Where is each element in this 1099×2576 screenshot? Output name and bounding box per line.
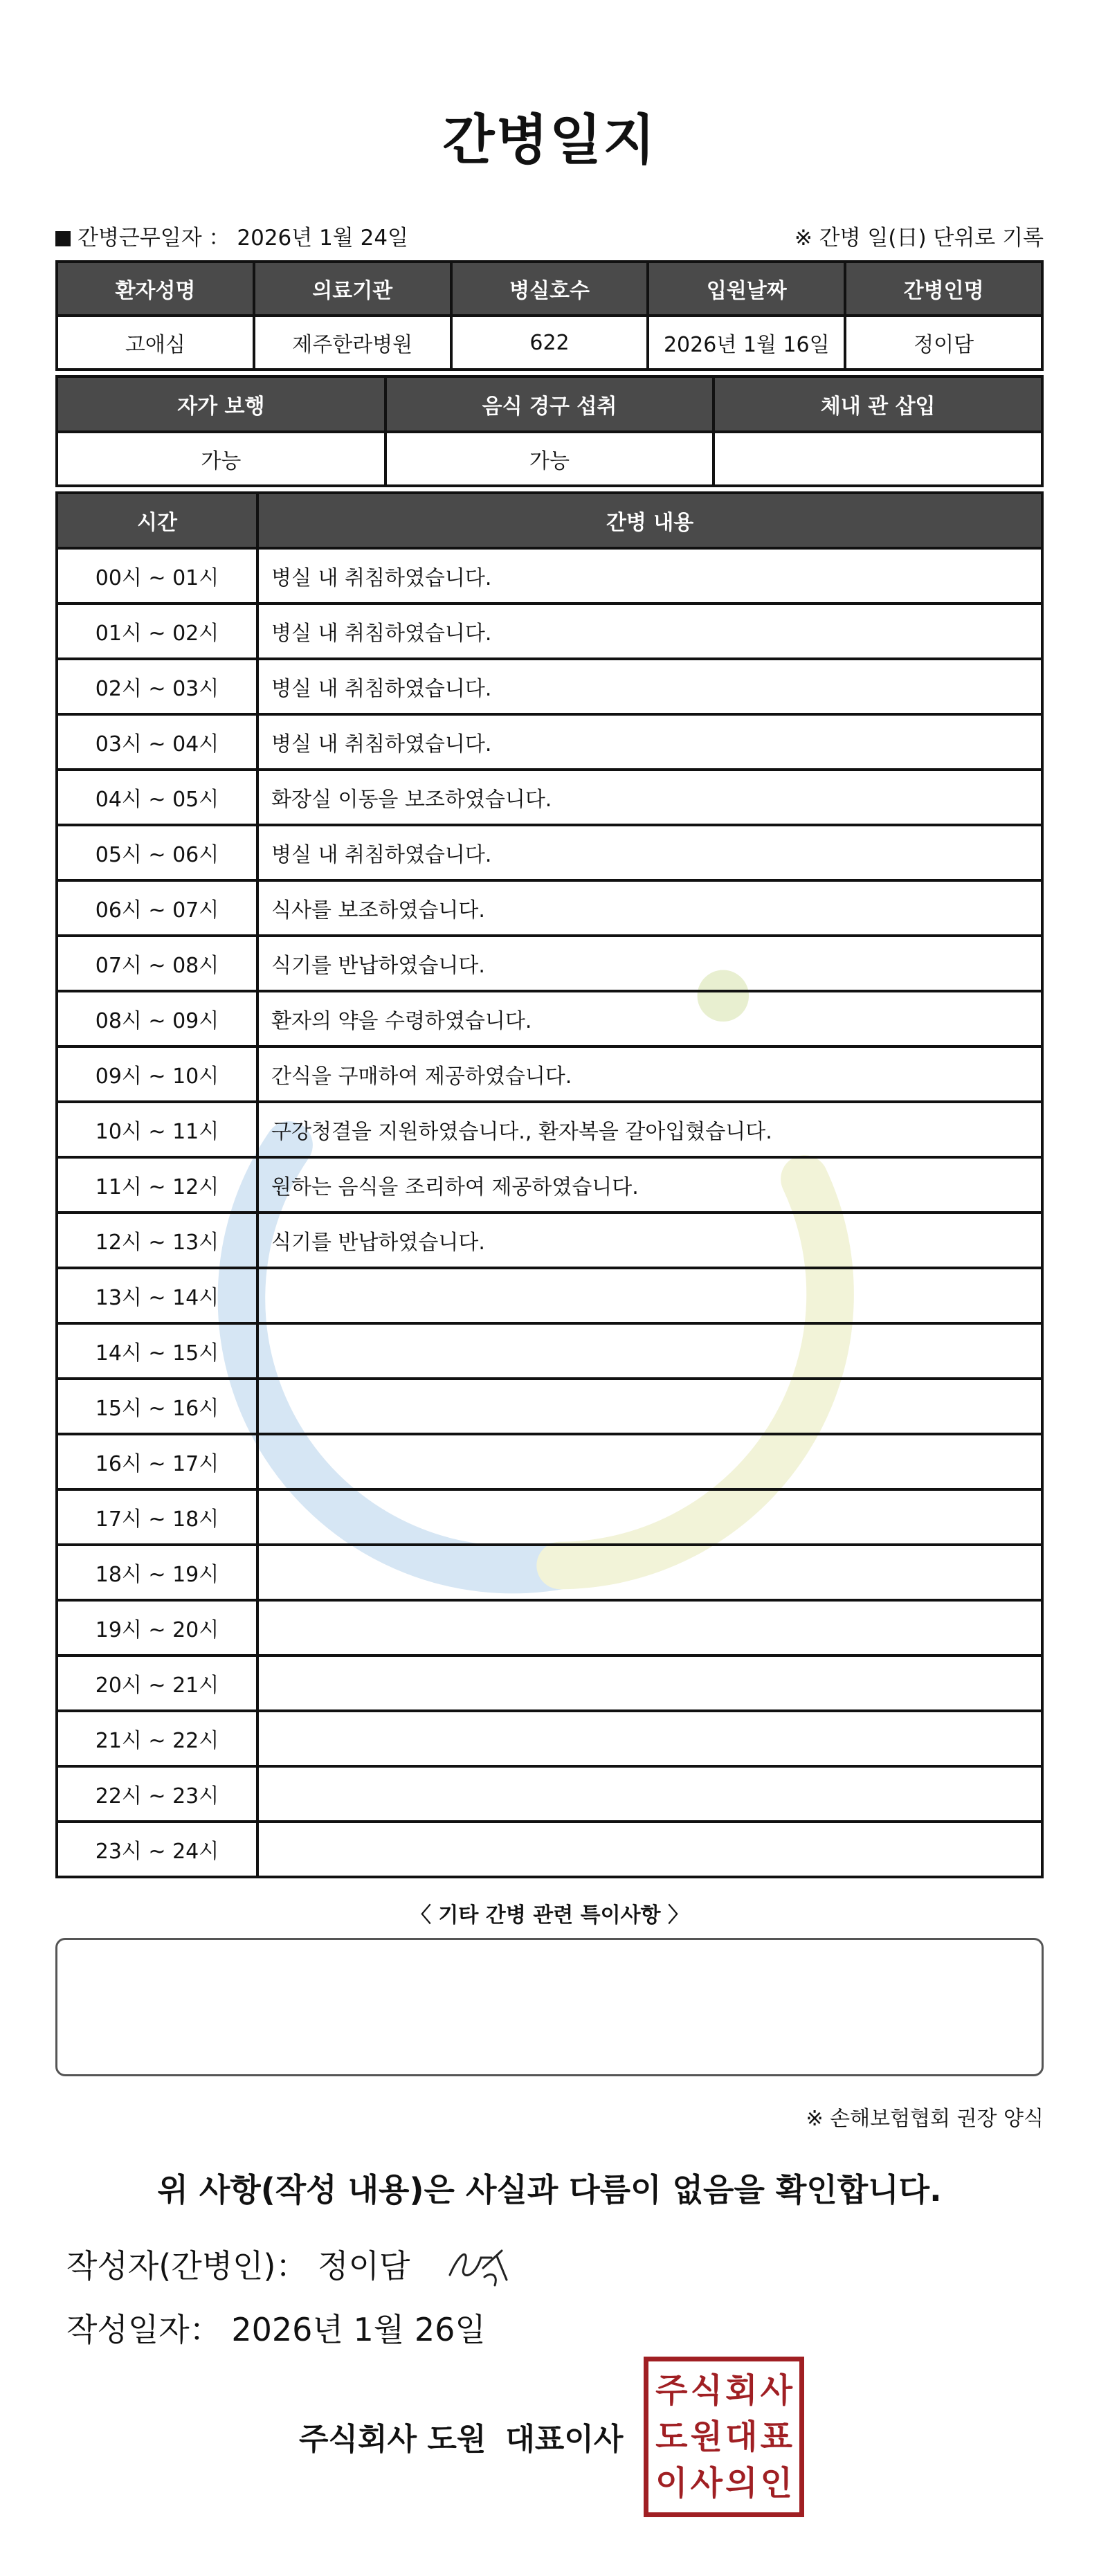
log-time: 20시 ~ 21시 — [57, 1656, 257, 1711]
seal-char: 식 — [690, 2370, 723, 2410]
room-number: 622 — [451, 316, 648, 370]
extra-notes-box — [55, 1938, 1044, 2076]
header-admission-date: 입원날짜 — [648, 262, 845, 316]
work-date-label: 간병근무일자 ： — [78, 226, 230, 251]
company-seal-stamp — [644, 2357, 804, 2517]
log-time: 08시 ~ 09시 — [57, 991, 257, 1046]
status-value-row — [57, 432, 1042, 486]
log-row — [57, 714, 1042, 770]
log-time: 11시 ~ 12시 — [57, 1157, 257, 1213]
seal-char: 사 — [690, 2464, 723, 2503]
header-patient-name: 환자성명 — [57, 262, 254, 316]
page-title: 간병일지 — [442, 109, 657, 172]
header-care-content: 간병 내용 — [257, 493, 1042, 548]
seal-char: 이 — [655, 2464, 688, 2503]
patient-name: 고애심 — [57, 316, 254, 370]
patient-value-row — [57, 316, 1042, 370]
log-time: 01시 ~ 02시 — [57, 604, 257, 659]
written-date-line — [66, 2305, 486, 2350]
header-caregiver: 간병인명 — [845, 262, 1042, 316]
header-tube: 체내 관 삽입 — [714, 377, 1042, 432]
log-note: 식기를 반납하였습니다. — [257, 936, 1042, 991]
log-note — [257, 1656, 1042, 1711]
seal-char: 회 — [725, 2370, 758, 2410]
log-row — [57, 770, 1042, 825]
log-note — [257, 1323, 1042, 1379]
log-time: 15시 ~ 16시 — [57, 1379, 257, 1434]
caregiver-name: 정이담 — [845, 316, 1042, 370]
header-oral-intake: 음식 경구 섭취 — [385, 377, 714, 432]
written-date-value: 2026년 1월 26일 — [231, 2311, 486, 2348]
log-row — [57, 1656, 1042, 1711]
writer-line — [66, 2241, 410, 2287]
company-name: 주식회사 도원 — [299, 2422, 487, 2457]
log-note — [257, 1268, 1042, 1323]
log-row — [57, 991, 1042, 1046]
status-header-row — [57, 377, 1042, 432]
log-time: 21시 ~ 22시 — [57, 1711, 257, 1766]
log-time: 19시 ~ 20시 — [57, 1600, 257, 1656]
log-row — [57, 880, 1042, 936]
seal-char: 도 — [655, 2417, 688, 2456]
log-note — [257, 1489, 1042, 1545]
log-note: 병실 내 취침하였습니다. — [257, 604, 1042, 659]
log-time: 03시 ~ 04시 — [57, 714, 257, 770]
recommend-note: ※ 손해보험협회 권장 양식 — [806, 2107, 1044, 2131]
header-walking: 자가 보행 — [57, 377, 385, 432]
bullet-square-icon — [55, 231, 71, 246]
header-hospital: 의료기관 — [254, 262, 451, 316]
log-row — [57, 1766, 1042, 1822]
log-row — [57, 1102, 1042, 1157]
log-time: 09시 ~ 10시 — [57, 1046, 257, 1102]
log-time: 22시 ~ 23시 — [57, 1766, 257, 1822]
log-time: 02시 ~ 03시 — [57, 659, 257, 714]
unit-note: ※ 간병 일(日) 단위로 기록 — [794, 226, 1044, 251]
oral-intake-status: 가능 — [385, 432, 714, 486]
header-time: 시간 — [57, 493, 257, 548]
log-time: 17시 ~ 18시 — [57, 1489, 257, 1545]
admission-date: 2026년 1월 16일 — [648, 316, 845, 370]
log-note: 식기를 반납하였습니다. — [257, 1213, 1042, 1268]
log-time: 00시 ~ 01시 — [57, 548, 257, 604]
log-time: 07시 ~ 08시 — [57, 936, 257, 991]
log-row — [57, 1434, 1042, 1489]
log-note — [257, 1600, 1042, 1656]
log-row — [57, 1822, 1042, 1877]
log-time: 18시 ~ 19시 — [57, 1545, 257, 1600]
log-row — [57, 1268, 1042, 1323]
log-note — [257, 1379, 1042, 1434]
seal-char: 인 — [760, 2464, 792, 2503]
log-row — [57, 604, 1042, 659]
patient-header-row — [57, 262, 1042, 316]
seal-char: 표 — [760, 2417, 792, 2456]
seal-char: 사 — [760, 2370, 792, 2410]
confirm-statement: 위 사항(작성 내용)은 사실과 다름이 없음을 확인합니다. — [157, 2171, 942, 2208]
log-note: 병실 내 취침하였습니다. — [257, 714, 1042, 770]
hospital-name: 제주한라병원 — [254, 316, 451, 370]
tube-status — [714, 432, 1042, 486]
log-row — [57, 1545, 1042, 1600]
log-time: 04시 ~ 05시 — [57, 770, 257, 825]
seal-char: 주 — [655, 2370, 688, 2410]
log-note — [257, 1711, 1042, 1766]
log-note: 환자의 약을 수령하였습니다. — [257, 991, 1042, 1046]
seal-char: 의 — [725, 2464, 758, 2503]
seal-char: 대 — [725, 2417, 758, 2456]
log-row — [57, 548, 1042, 604]
log-note — [257, 1434, 1042, 1489]
log-row — [57, 1379, 1042, 1434]
log-time: 12시 ~ 13시 — [57, 1213, 257, 1268]
work-date-value: 2026년 1월 24일 — [237, 226, 408, 251]
care-log-table — [55, 491, 1044, 1878]
company-signoff — [299, 2414, 623, 2458]
log-time: 16시 ~ 17시 — [57, 1434, 257, 1489]
log-row — [57, 1600, 1042, 1656]
log-note: 병실 내 취침하였습니다. — [257, 659, 1042, 714]
log-row — [57, 1157, 1042, 1213]
seal-char: 원 — [690, 2417, 723, 2456]
log-note — [257, 1766, 1042, 1822]
log-note: 원하는 음식을 조리하여 제공하였습니다. — [257, 1157, 1042, 1213]
log-row — [57, 1711, 1042, 1766]
log-time: 10시 ~ 11시 — [57, 1102, 257, 1157]
work-date — [55, 220, 408, 251]
log-note: 병실 내 취침하였습니다. — [257, 825, 1042, 880]
log-note — [257, 1545, 1042, 1600]
walking-status: 가능 — [57, 432, 385, 486]
log-note: 병실 내 취침하였습니다. — [257, 548, 1042, 604]
log-time: 06시 ~ 07시 — [57, 880, 257, 936]
log-body — [57, 548, 1042, 1877]
log-note: 간식을 구매하여 제공하였습니다. — [257, 1046, 1042, 1102]
log-note: 화장실 이동을 보조하였습니다. — [257, 770, 1042, 825]
written-date-label: 작성일자： — [66, 2311, 221, 2348]
log-row — [57, 659, 1042, 714]
company-title: 대표이사 — [505, 2422, 624, 2457]
patient-status-table — [55, 375, 1044, 487]
log-time: 05시 ~ 06시 — [57, 825, 257, 880]
log-note: 식사를 보조하였습니다. — [257, 880, 1042, 936]
log-header-row — [57, 493, 1042, 548]
log-time: 13시 ~ 14시 — [57, 1268, 257, 1323]
log-row — [57, 825, 1042, 880]
header-room: 병실호수 — [451, 262, 648, 316]
log-row — [57, 936, 1042, 991]
log-time: 14시 ~ 15시 — [57, 1323, 257, 1379]
writer-label: 작성자(간병인)： — [66, 2247, 308, 2285]
log-row — [57, 1489, 1042, 1545]
log-note: 구강청결을 지원하였습니다., 환자복을 갈아입혔습니다. — [257, 1102, 1042, 1157]
writer-name: 정이담 — [318, 2247, 410, 2285]
log-row — [57, 1213, 1042, 1268]
log-time: 23시 ~ 24시 — [57, 1822, 257, 1877]
log-note — [257, 1822, 1042, 1877]
patient-info-table — [55, 260, 1044, 371]
log-row — [57, 1323, 1042, 1379]
handwritten-signature — [443, 2237, 519, 2292]
extra-notes-heading: 〈 기타 간병 관련 특이사항 〉 — [410, 1903, 689, 1928]
log-row — [57, 1046, 1042, 1102]
